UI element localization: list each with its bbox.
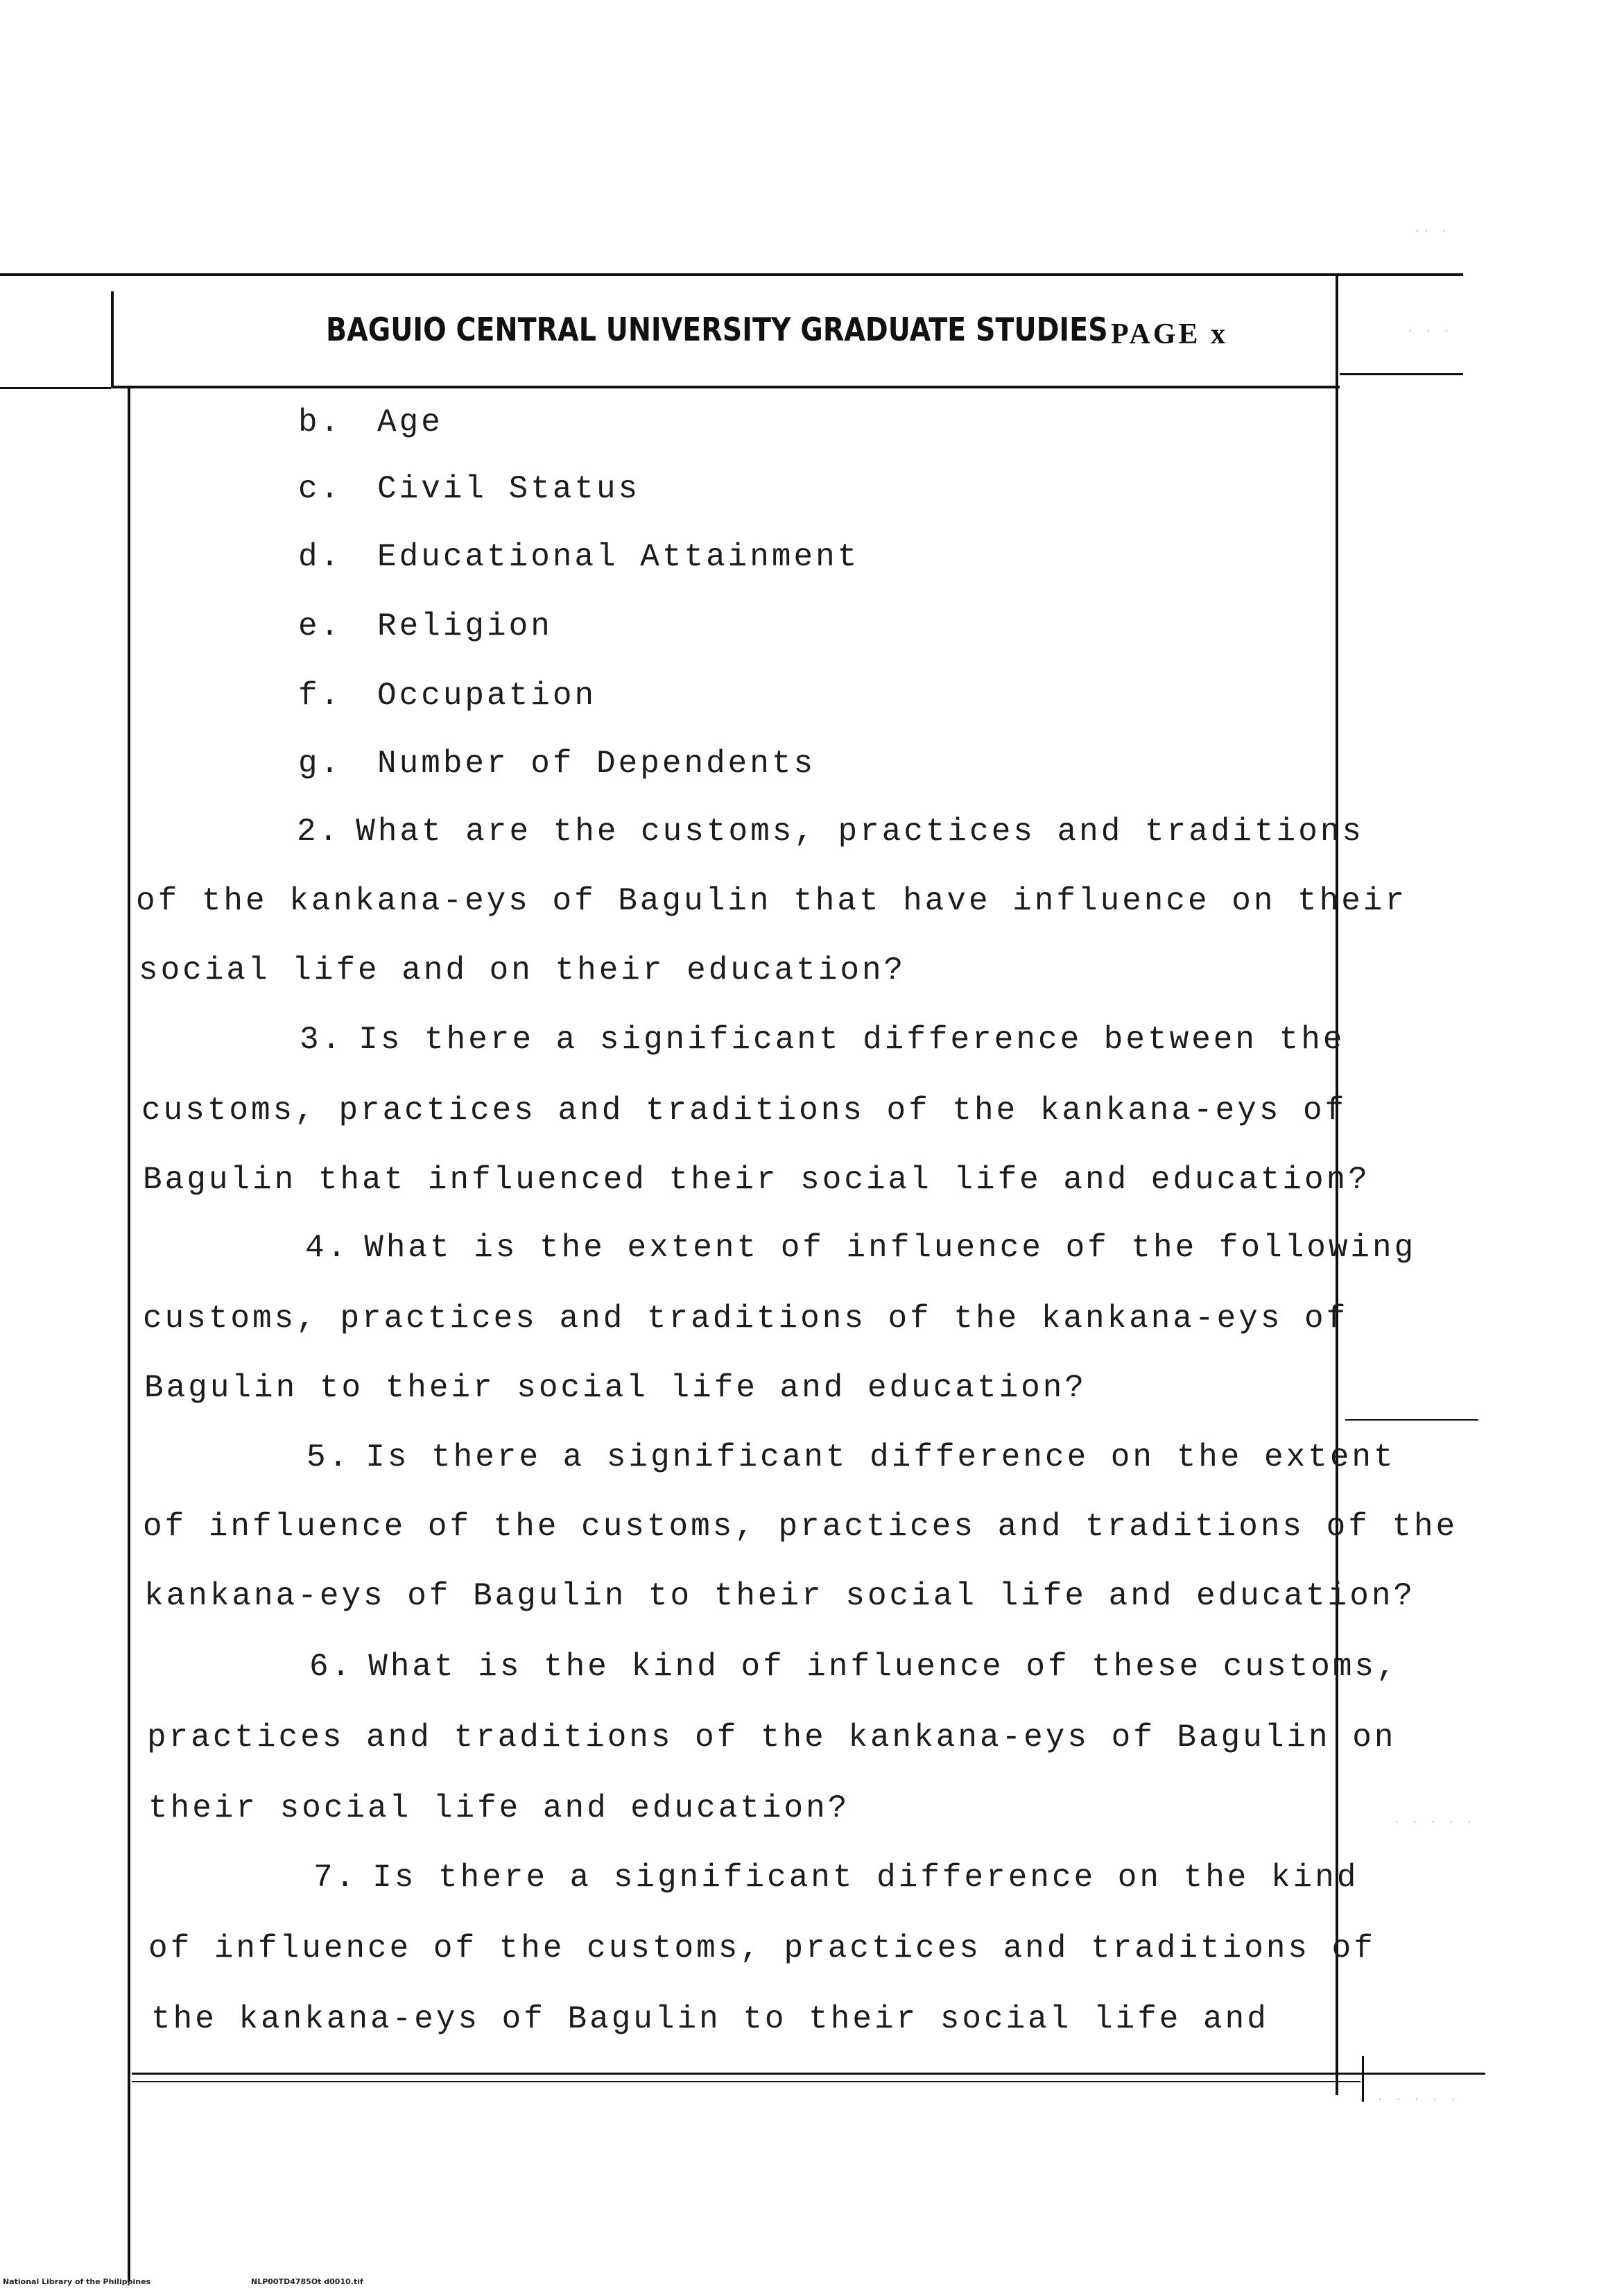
question-line — [300, 1024, 1345, 1056]
right-margin-rule — [1345, 1419, 1478, 1421]
question-text: Is there a significant difference on the kind — [372, 1860, 1359, 1896]
list-item-letter: f. — [298, 678, 343, 714]
question-number: 6. — [309, 1649, 354, 1685]
question-line — [306, 1441, 1396, 1473]
list-item-letter: c. — [298, 471, 343, 507]
question-line: of the kankana-eys of Bagulin that have influence on their — [136, 883, 1408, 919]
question-line: the kankana-eys of Bagulin to their social life and — [151, 2001, 1269, 2037]
left-margin-line — [128, 388, 130, 2282]
question-line: of influence of the customs, practices and traditions of — [148, 1930, 1376, 1966]
list-item-letter: e. — [298, 608, 343, 644]
question-text: Is there a significant difference between the — [359, 1022, 1345, 1058]
question-line — [309, 1651, 1399, 1683]
list-item-label: Number of Dependents — [377, 746, 816, 782]
scan-speck: · · · — [1408, 326, 1454, 336]
question-line: of influence of the customs, practices and traditions of the — [143, 1509, 1458, 1545]
left-margin-line-upper — [111, 291, 114, 388]
question-line: kankana-eys of Bagulin to their social life and education? — [144, 1578, 1416, 1614]
question-number: 3. — [300, 1022, 344, 1058]
bottom-border-rule-lower — [132, 2081, 1360, 2082]
list-item-label: Educational Attainment — [377, 539, 860, 575]
list-item-letter: d. — [298, 539, 343, 575]
question-line: Bagulin that influenced their social life and education? — [143, 1162, 1370, 1198]
page-header-title: BAGUIO CENTRAL UNIVERSITY GRADUATE STUDIES — [326, 311, 1108, 348]
question-number: 5. — [306, 1439, 351, 1475]
question-line — [313, 1862, 1358, 1894]
question-line: Bagulin to their social life and education? — [144, 1370, 1087, 1406]
question-number: 7. — [313, 1860, 358, 1896]
scan-speck: ·· · — [1415, 226, 1451, 236]
question-line — [305, 1232, 1416, 1264]
footer-library-credit: National Library of the Philippines — [3, 2277, 151, 2286]
page-number-label: PAGE x — [1111, 318, 1229, 350]
bottom-border-rule — [132, 2073, 1485, 2075]
header-bottom-rule — [111, 386, 1340, 388]
list-item-letter: b. — [298, 404, 343, 440]
question-text: What is the extent of influence of the following — [364, 1230, 1417, 1266]
scan-speck: · · · · · — [1394, 1817, 1476, 1827]
list-item-label: Occupation — [377, 678, 597, 714]
list-item-label: Civil Status — [377, 471, 641, 507]
footer-file-name: NLP00TD4785Ot d0010.tif — [251, 2277, 363, 2286]
header-bottom-rule-right — [1340, 373, 1463, 375]
header-bottom-rule-left — [0, 387, 111, 389]
scan-speck: · · · · · · — [1359, 2095, 1460, 2104]
question-line: their social life and education? — [148, 1790, 850, 1826]
question-number: 4. — [305, 1230, 349, 1266]
question-number: 2. — [297, 814, 341, 850]
top-border-rule — [0, 273, 1463, 276]
question-line — [297, 816, 1364, 848]
list-item-label: Age — [377, 404, 443, 440]
list-item-label: Religion — [377, 608, 553, 644]
list-item-letter: g. — [298, 746, 343, 782]
question-text: What are the customs, practices and traditions — [356, 814, 1365, 850]
question-line: practices and traditions of the kankana-eys of Bagulin on — [147, 1720, 1397, 1756]
question-text: What is the kind of influence of these customs, — [368, 1649, 1399, 1685]
question-line: customs, practices and traditions of the kankana-eys of — [141, 1092, 1347, 1129]
question-line: social life and on their education? — [139, 952, 906, 988]
question-line: customs, practices and traditions of the kankana-eys of — [143, 1301, 1349, 1337]
question-text: Is there a significant difference on the extent — [365, 1439, 1396, 1475]
